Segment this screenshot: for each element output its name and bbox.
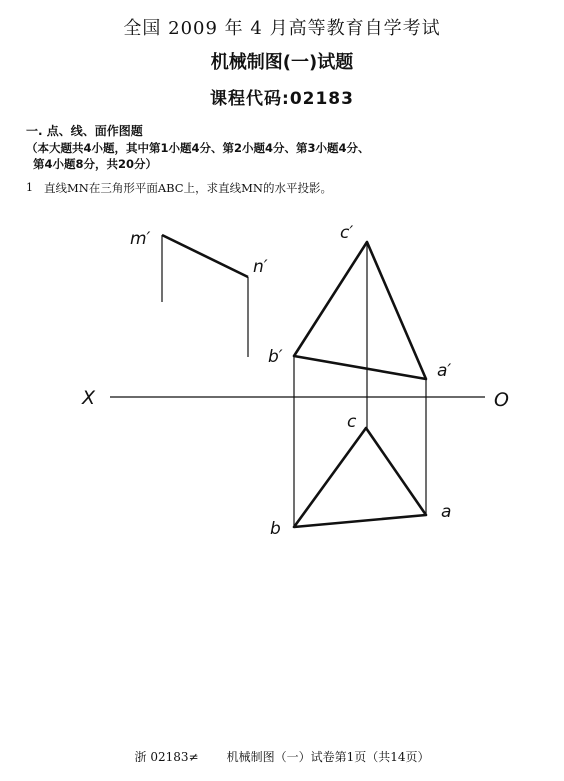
footer-code: 浙 02183≠ [134, 750, 199, 764]
page-footer [0, 748, 564, 765]
label-b: b [270, 519, 281, 539]
label-m-prime: m′ [130, 229, 151, 249]
label-a-prime: a′ [437, 361, 452, 381]
label-b-prime: b′ [268, 347, 283, 367]
course-code: 课程代码:02183 [210, 89, 354, 109]
exam-title: 全国 2009 年 4 月高等教育自学考试 [123, 18, 441, 39]
footer-page-info: 机械制图（一）试卷第1页（共14页） [226, 750, 430, 764]
question-number: 1 [26, 181, 33, 194]
label-n-prime: n′ [253, 257, 268, 277]
label-axis-o: O [494, 389, 509, 411]
label-a: a [441, 502, 452, 522]
question-text: 直线MN在三角形平面ABC上，求直线MN的水平投影。 [44, 181, 332, 195]
line-m-prime-n-prime [162, 235, 248, 277]
label-axis-x: X [82, 387, 96, 409]
triangle-top-view [294, 428, 426, 527]
section-title: 一. 点、线、面作图题 [26, 124, 143, 138]
subject-title: 机械制图(一)试题 [210, 52, 354, 73]
label-c: c [347, 412, 357, 432]
triangle-front-view [294, 242, 426, 379]
section-note-line1: （本大题共4小题，其中第1小题4分、第2小题4分、第3小题4分、 [26, 141, 370, 155]
label-c-prime: c′ [340, 223, 354, 243]
section-note-line2: 第4小题8分，共20分） [33, 157, 158, 171]
